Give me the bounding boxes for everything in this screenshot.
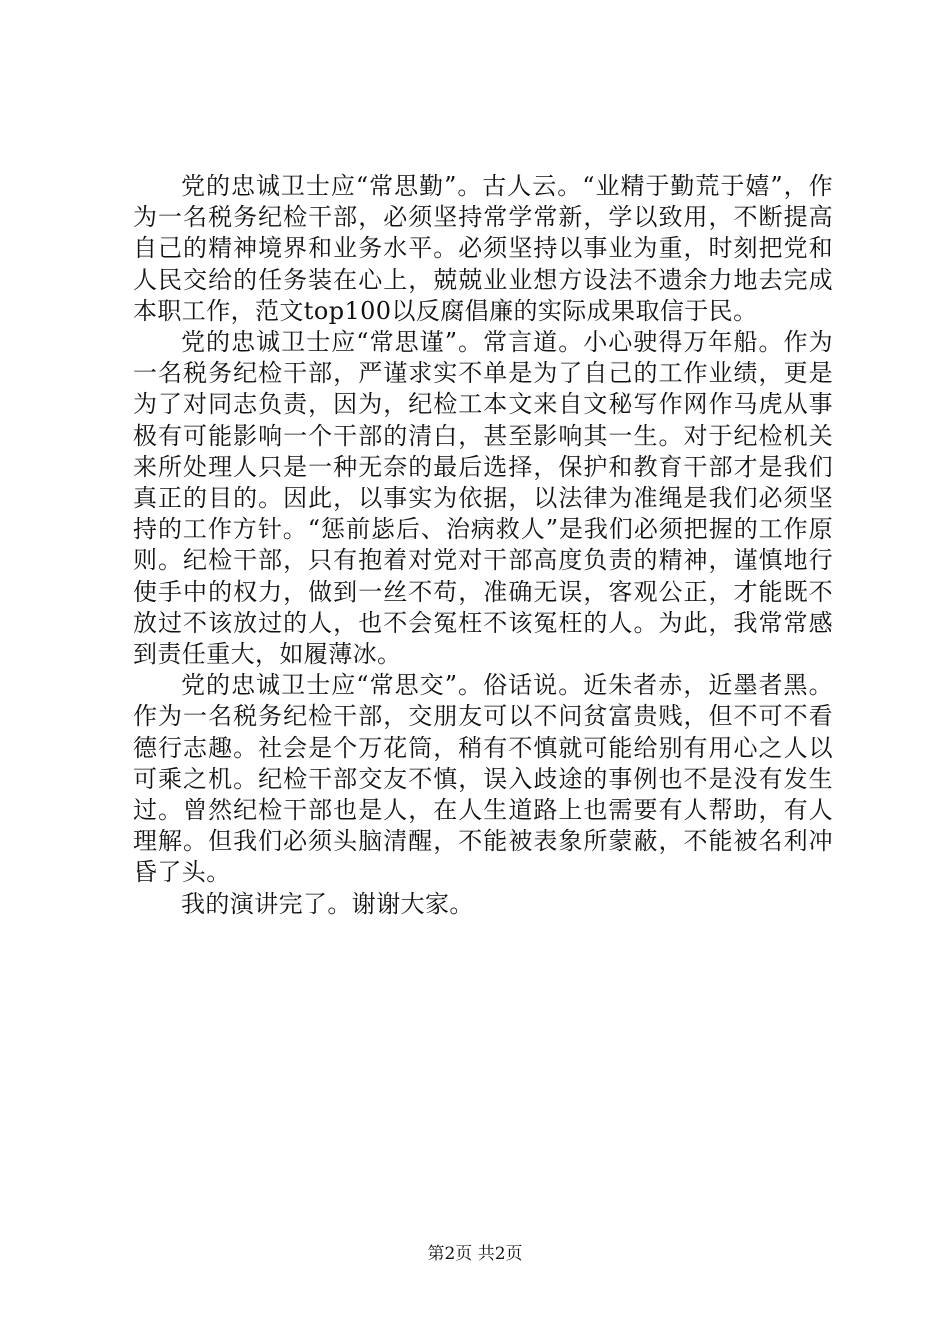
document-body [133,171,833,920]
paragraph-chang-si-jin: 党的忠诚卫士应“常思谨”。常言道。小心驶得万年船。作为一名税务纪检干部，严谨求实不单是为了自己的工作业绩，更是为了对同志负责，因为，纪检工本文来自文秘写作网作马虎从事极有可能影响一个干部的清白，甚至影响其一生。对于纪检机关来所处理人只是一种无奈的最后选择，保护和教育干部才是我们真正的目的。因此，以事实为依据，以法律为准绳是我们必须坚持的工作方针。“惩前毖后、治病救人”是我们必须把握的工作原则。纪检干部，只有抱着对党对干部高度负责的精神，谨慎地行使手中的权力，做到一丝不苟，准确无误，客观公正，才能既不放过不该放过的人，也不会冤枉不该冤枉的人。为此，我常常感到责任重大，如履薄冰。 [133,328,833,669]
page-number-label: 第2页 共2页 [427,1244,523,1264]
page-footer [0,1243,950,1265]
paragraph-chang-si-jiao: 党的忠诚卫士应“常思交”。俗话说。近朱者赤，近墨者黑。作为一名税务纪检干部，交朋友可以不问贫富贵贱，但不可不看德行志趣。社会是个万花筒，稍有不慎就可能给别有用心之人以可乘之机。纪检干部交友不慎，误入歧途的事例也不是没有发生过。曾然纪检干部也是人，在人生道路上也需要有人帮助，有人理解。但我们必须头脑清醒，不能被表象所蒙蔽，不能被名利冲昏了头。 [133,671,833,887]
paragraph-chang-si-qin: 党的忠诚卫士应“常思勤”。古人云。“业精于勤荒于嬉”，作为一名税务纪检干部，必须坚持常学常新，学以致用，不断提高自己的精神境界和业务水平。必须坚持以事业为重，时刻把党和人民交给的任务装在心上，兢兢业业想方设法不遗余力地去完成本职工作，范文top100以反腐倡廉的实际成果取信于民。 [133,172,833,325]
paragraph-closing: 我的演讲完了。谢谢大家。 [181,889,474,918]
